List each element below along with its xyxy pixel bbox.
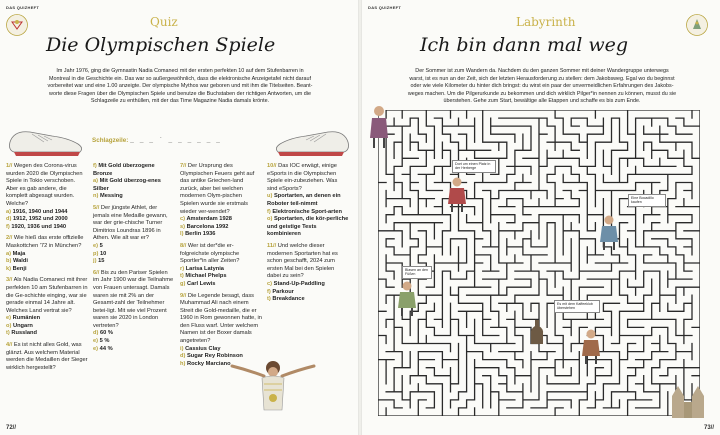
option-letter: c) [267, 280, 273, 287]
running-head: DAS QUIZHEFT [368, 5, 402, 10]
question-text: Das IOC erwägt, einige eSports in die Olympischen Spiele ein-zubeziehen. Was sind eSports? [267, 163, 338, 192]
option-text: Breakdance [272, 296, 305, 303]
option-text: Larisa Latynia [185, 265, 224, 272]
option-text: Rumänien [12, 315, 41, 322]
intro-text [372, 68, 712, 106]
wine-bottle-icon [528, 320, 546, 344]
question-text: Es ist nicht alles Gold, was glänzt. Aus welchem Material werden die Medaillen der Sieger wirklich hergestellt? [6, 342, 88, 371]
answer-option[interactable] [6, 224, 88, 232]
quiz-question [6, 163, 88, 231]
question-number: 10// [267, 163, 277, 169]
option-text: Messing [99, 193, 123, 200]
option-text: 1912, 1952 und 2000 [12, 216, 68, 223]
option-text: 44 % [99, 345, 113, 352]
cathedral-goal-icon [668, 378, 708, 418]
pilgrim-start-figure [364, 104, 394, 148]
maze-label-kaffee: Es mit dem Kaffeeklob überstehen [554, 300, 600, 313]
option-letter: j) [93, 258, 97, 265]
answer-option[interactable] [6, 330, 88, 338]
option-letter: t) [267, 296, 271, 303]
option-text: 1920, 1936 und 1940 [11, 223, 67, 230]
option-text: Waldi [12, 258, 28, 265]
intro-line: Der Sommer ist zum Wandern da. Nachdem du den ganzen Sommer mit deiner Wandergruppe unterwegs [415, 68, 669, 74]
option-letter: d) [93, 330, 99, 337]
option-letter: o) [267, 216, 273, 223]
left-page [0, 0, 358, 435]
option-text: 5 % [99, 338, 110, 345]
answer-option[interactable] [93, 163, 175, 178]
schlagzeile-label: Schlagzeile: [92, 137, 129, 144]
question-number: 2// [6, 235, 13, 242]
question-number: 1// [6, 163, 13, 169]
sneaker-left-illustration [4, 120, 88, 160]
question-number: 7// [180, 163, 187, 169]
answer-option[interactable] [93, 338, 175, 346]
option-letter: c) [180, 216, 186, 223]
answer-option[interactable] [267, 216, 349, 239]
option-letter: t) [6, 330, 10, 337]
intro-line: überstehen. Gehe zum Start, bewältige alle Etappen und schaffe es bis zum Ende. [443, 98, 641, 105]
question-text: Als Nadia Comaneci mit ihrer perfekten 10 am Stufenbarren in die Ge-schichte einging, war sie gerade einmal 14 Jahre alt. Welches Land vertrat sie? [6, 277, 88, 314]
option-letter: s) [180, 223, 186, 230]
answer-option[interactable] [267, 193, 349, 208]
pilgrim-kaffee-figure [578, 328, 604, 364]
answer-option[interactable] [267, 209, 349, 217]
quiz-question [93, 270, 175, 354]
option-letter: t) [180, 273, 184, 280]
option-text: Carl Lewis [186, 280, 216, 287]
option-letter: l) [180, 231, 184, 238]
answer-option[interactable] [267, 296, 349, 304]
headline-puzzle [92, 137, 221, 144]
option-text: Parkour [272, 288, 294, 295]
maze-label-blasen: Blasen an den Füßen [402, 266, 432, 279]
answer-option[interactable] [180, 216, 262, 224]
option-text: Mit Gold überzog-enes Silber [93, 178, 161, 192]
sneaker-right-illustration [270, 120, 354, 160]
option-text: Elektronische Sport-arten [272, 208, 342, 215]
option-text: 5 [99, 242, 103, 249]
answer-option[interactable] [180, 266, 262, 274]
answer-option[interactable] [6, 315, 88, 323]
quiz-column-3 [180, 163, 262, 376]
option-text: Stand-Up-Paddling [273, 280, 325, 287]
option-text: 15 [98, 258, 105, 265]
option-letter: a) [6, 250, 12, 257]
option-letter: d) [180, 353, 186, 360]
quiz-question [267, 243, 349, 304]
pilgrim-bocadillo-figure [596, 214, 622, 250]
answer-option[interactable] [6, 209, 88, 217]
option-letter: h) [180, 360, 186, 367]
option-text: Mit Gold überzogene Bronze [93, 163, 155, 177]
page-number: 72// [6, 425, 17, 431]
quiz-question [6, 277, 88, 338]
option-letter: n) [93, 193, 99, 200]
option-letter: a) [93, 178, 99, 185]
quiz-question [180, 163, 262, 239]
intro-line: oder wie viele Kilometer du hinter dich bringst: du wirst ein paar der unvermeidlichen Erfahrungen des Jakobs- [410, 83, 674, 90]
intro-line: Montreal in die Geschichte ein. Das war so außergewöhnlich, dass die elektronische Anzeigetafel nicht darauf [49, 75, 311, 82]
intro-line: vorbereitet war und eine 1.00 anzeigte. Der olympische Mythos war geboren und mit ihm die Titelseiten. Beant- [47, 83, 313, 90]
question-text: Wie hieß das erste offizielle Maskottchen '72 in München? [6, 235, 84, 249]
question-text: Wegen des Corona-virus wurden 2020 die Olympischen Spiele in Tokio verschoben. Aber es gab andere, die komplett abgesagt wurden. Welche? [6, 163, 83, 207]
pilgrim-blasen-figure [394, 280, 420, 316]
question-text: Und welche dieser modernen Sportarten hat es schon geschafft, 2024 zum ersten Mal bei den Spielen dabei zu sein? [267, 242, 338, 280]
option-letter: e) [6, 315, 12, 322]
option-letter: i) [180, 345, 184, 352]
question-text: Die Legende besagt, dass Muhammad Ali nach einem Streit die Gold-medaille, die er 1960 in Rom gewonnen hatte, in den Fluss warf. Unter welchem Namen ist der Boxer damals angetreten? [180, 292, 262, 345]
option-letter: e) [93, 345, 99, 352]
option-text: Barcelona 1992 [186, 223, 229, 230]
quiz-column-1 [6, 163, 88, 376]
option-letter: p) [93, 250, 99, 257]
option-text: Sportarten, an denen ein Roboter teil-nimmt [267, 193, 341, 207]
section-kicker: Labyrinth [516, 15, 576, 29]
maze-label-bocadillo: Eine Bocadillo kaufen [628, 194, 666, 207]
answer-option[interactable] [6, 258, 88, 266]
question-number: 4// [6, 342, 13, 349]
answer-option[interactable] [93, 346, 175, 354]
option-text: Benji [12, 265, 27, 272]
question-text: Bis zu den Pariser Spielen im Jahr 1900 war die Teilnahme von Frauen untersagt. Damals waren sie mit 2% an der Gesamt-zahl der Teilnehmer betei-ligt. Mit wie viel Prozent waren sie 2020 in London vertreten? [93, 269, 174, 329]
answer-option[interactable] [267, 281, 349, 289]
answer-option[interactable] [267, 289, 349, 297]
answer-option[interactable] [93, 178, 175, 193]
quiz-question [6, 342, 88, 372]
olympic-badge-icon [6, 14, 28, 36]
option-letter: f) [267, 288, 271, 295]
option-text: Rocky Marciano [186, 360, 231, 367]
answer-option[interactable] [93, 258, 175, 266]
intro-text [12, 68, 348, 106]
question-text: Der Ursprung des Olympischen Feuers geht auf das antike Griechen-land zurück, aber bei welchen modernen Olym-pischen Spielen wurde sie erstmals wieder ver-wendet? [180, 163, 255, 215]
answer-option[interactable] [93, 193, 175, 201]
page-number: 73// [703, 425, 714, 431]
option-letter: e) [93, 242, 99, 249]
answer-option[interactable] [93, 330, 175, 338]
option-letter: g) [180, 280, 186, 287]
question-number: 9// [180, 292, 187, 299]
option-text: Ungarn [12, 322, 33, 329]
maze-area[interactable] [378, 110, 700, 416]
intro-line: Im Jahr 1976, ging die Gymnastin Nadia Comaneci mit der ersten perfekten 10 auf dem Stufenbarren in [56, 68, 304, 74]
option-letter: r) [180, 265, 185, 272]
quiz-column-2 [93, 163, 175, 376]
option-letter: a) [6, 208, 12, 215]
quiz-columns [6, 163, 349, 376]
gymnast-illustration [228, 350, 318, 422]
answer-option[interactable] [6, 216, 88, 224]
maze-grid[interactable] [378, 110, 700, 416]
answer-option[interactable] [6, 266, 88, 274]
maze-walls [378, 110, 700, 416]
answer-option[interactable] [180, 224, 262, 232]
answer-option[interactable] [180, 281, 262, 289]
quiz-column-4 [267, 163, 349, 376]
pilgrim-badge-icon [686, 14, 708, 36]
option-letter: u) [267, 193, 273, 200]
answer-option[interactable] [6, 251, 88, 259]
page-title: Ich bin dann mal weg [420, 34, 629, 56]
option-letter: o) [6, 322, 12, 329]
pilgrim-herberge-figure [444, 176, 470, 212]
page-title: Die Olympischen Spiele [46, 34, 276, 56]
quiz-question-continued [93, 163, 175, 201]
question-number: 11// [267, 242, 277, 249]
option-text: Sportarten, die kör-perliche und geistige Tests kombinieren [267, 216, 349, 238]
option-letter: e) [93, 338, 99, 345]
option-text: Maja [12, 250, 26, 257]
question-text: Wer ist der*die er-folgreichste olympische Sportler*in aller Zeiten? [180, 242, 240, 265]
intro-line: weges machen. Um die Pilgerurkunde zu bekommen und dich wirklich Pilger*in nennen zu können, musst du sie [407, 90, 677, 97]
quiz-question [93, 205, 175, 266]
option-letter: f) [93, 163, 97, 169]
option-text: Amsterdam 1928 [186, 216, 232, 223]
option-text: Sugar Rey Robinson [186, 353, 243, 360]
option-text: Russland [11, 330, 37, 337]
option-text: Cassius Clay [185, 345, 221, 352]
option-letter: f) [267, 208, 271, 215]
answer-option[interactable] [93, 251, 175, 259]
answer-option[interactable] [6, 323, 88, 331]
question-number: 5// [93, 204, 100, 211]
option-letter: k) [6, 265, 12, 272]
running-head: DAS QUIZHEFT [6, 5, 40, 10]
answer-option[interactable] [180, 231, 262, 239]
option-letter: f) [6, 223, 10, 230]
option-text: 60 % [99, 330, 113, 337]
quiz-question [180, 243, 262, 289]
option-text: Berlin 1936 [185, 231, 216, 238]
option-text: 1916, 1940 und 1944 [12, 208, 68, 215]
option-text: 10 [99, 250, 107, 257]
right-page [362, 0, 720, 435]
section-kicker: Quiz [150, 15, 178, 29]
question-number: 6// [93, 269, 100, 276]
answer-option[interactable] [180, 273, 262, 281]
quiz-question [267, 163, 349, 239]
question-number: 3// [6, 277, 13, 284]
answer-option[interactable] [93, 243, 175, 251]
intro-line: Schlagzeile zu enthüllen, mit der das Time Magazine Nadia damals krönte. [90, 98, 270, 105]
intro-line: worte diese Fragen über die Olympischen Spiele und benutze die Buchstaben der richtigen Antworten, um die [49, 90, 311, 97]
intro-line: warst, ist es nun an der Zeit, sich der letzten Herausforderung zu stellen: dem Jakobsweg. Egal wo du beginnst [409, 75, 675, 82]
option-letter: d) [6, 216, 12, 223]
option-letter: b) [6, 258, 12, 265]
option-text: Michael Phelps [185, 273, 227, 280]
quiz-question [6, 235, 88, 273]
question-text: Der jüngste Athlet, der jemals eine Medaille gewann, war der grie-chische Turner Dimitrios Loundras 1896 in Athen. Wie alt war er? [93, 204, 168, 242]
maze-label-herberge: Dort um einen Platz in der Herberge [452, 160, 496, 173]
schlagzeile-blanks: _ _ _ ´ _ _ _ _ _ _ [130, 137, 221, 144]
question-number: 8// [180, 242, 187, 249]
